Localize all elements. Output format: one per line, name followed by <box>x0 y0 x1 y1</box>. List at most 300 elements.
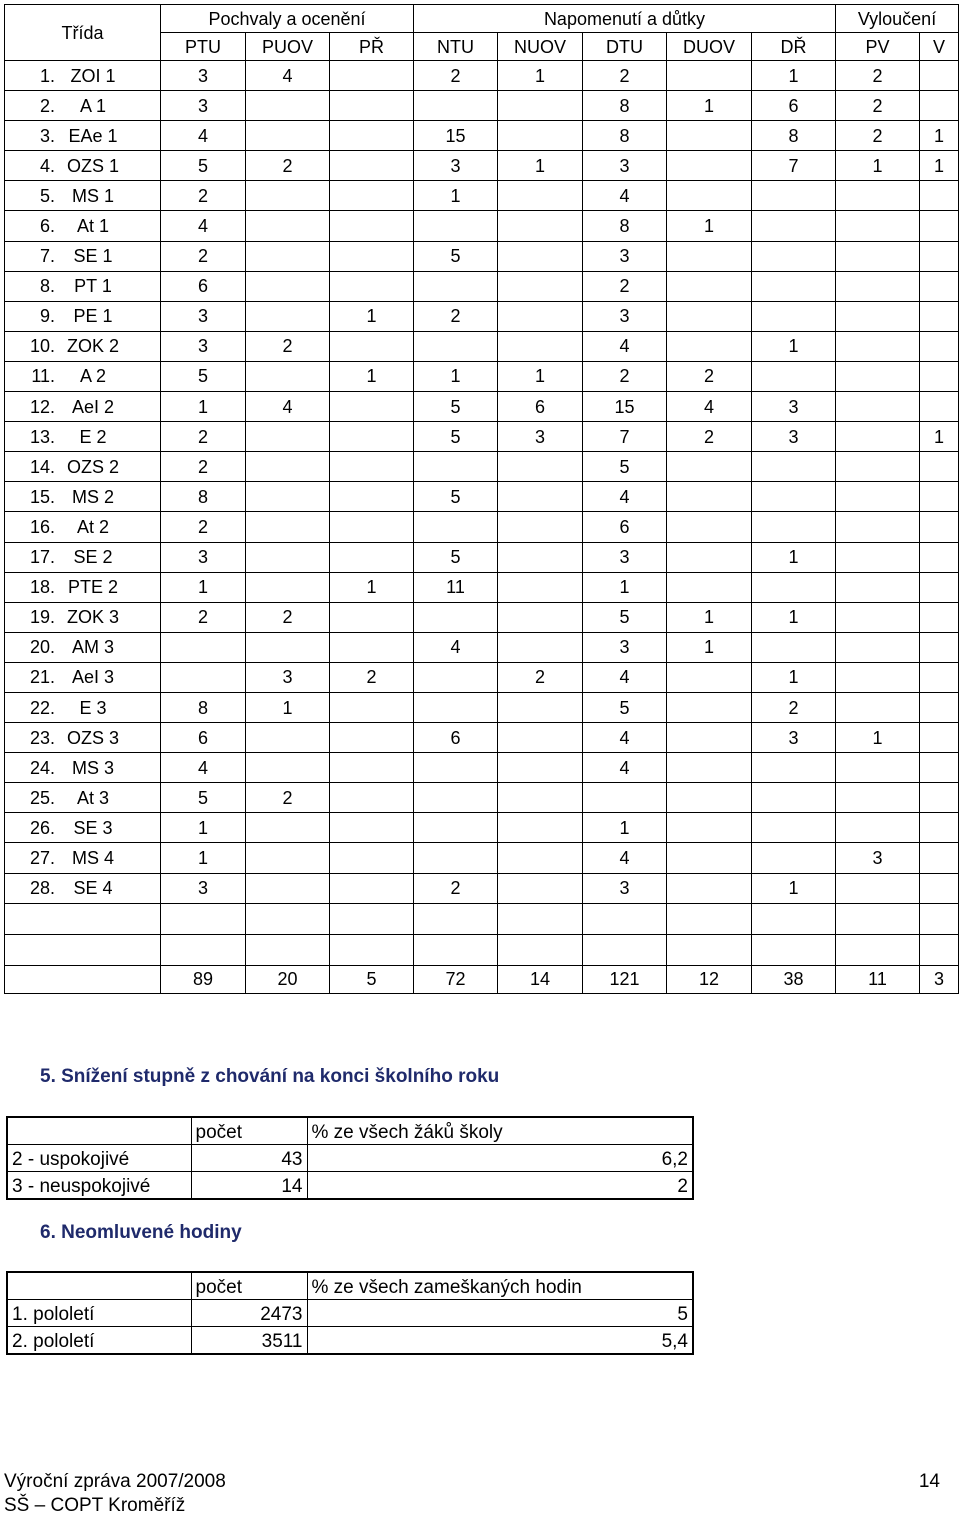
value-cell <box>498 602 583 632</box>
table-row <box>5 181 959 211</box>
value-cell: 2 <box>161 512 246 542</box>
row-count: 14 <box>191 1172 307 1200</box>
row-number: 16. <box>29 516 55 537</box>
value-cell: 2 <box>414 61 498 91</box>
value-cell <box>246 482 330 512</box>
value-cell: 8 <box>583 91 667 121</box>
row-number: 21. <box>29 667 55 688</box>
value-cell: 5 <box>414 542 498 572</box>
value-cell <box>330 121 414 151</box>
value-cell <box>246 723 330 753</box>
class-name: ZOK 3 <box>66 607 119 628</box>
class-name: A 1 <box>79 95 107 116</box>
value-cell <box>330 271 414 301</box>
value-cell: 8 <box>752 121 836 151</box>
value-cell: 3 <box>498 422 583 452</box>
row-number: 15. <box>29 486 55 507</box>
row-label: 2 - uspokojivé <box>7 1145 191 1172</box>
total-cell: 3 <box>920 965 959 993</box>
value-cell: 3 <box>161 61 246 91</box>
value-cell <box>498 723 583 753</box>
value-cell <box>246 632 330 662</box>
value-cell <box>498 692 583 722</box>
value-cell: 2 <box>246 783 330 813</box>
row-number: 13. <box>29 426 55 447</box>
value-cell: 3 <box>583 542 667 572</box>
class-cell <box>5 632 161 662</box>
value-cell <box>414 843 498 873</box>
value-cell <box>498 482 583 512</box>
value-cell: 1 <box>161 813 246 843</box>
value-cell <box>752 211 836 241</box>
table-row <box>5 723 959 753</box>
value-cell <box>920 512 959 542</box>
value-cell <box>667 843 752 873</box>
value-cell <box>414 662 498 692</box>
column-header-puov: PUOV <box>246 33 330 61</box>
value-cell <box>667 271 752 301</box>
value-cell <box>836 452 920 482</box>
table-row <box>5 873 959 903</box>
column-header-dř: DŘ <box>752 33 836 61</box>
value-cell <box>330 482 414 512</box>
value-cell <box>920 753 959 783</box>
value-cell <box>752 512 836 542</box>
value-cell <box>246 271 330 301</box>
value-cell: 1 <box>920 121 959 151</box>
value-cell <box>836 692 920 722</box>
value-cell <box>498 512 583 542</box>
value-cell: 1 <box>836 151 920 181</box>
value-cell <box>498 572 583 602</box>
value-cell <box>752 632 836 662</box>
table-row <box>5 361 959 391</box>
value-cell: 1 <box>836 723 920 753</box>
value-cell: 2 <box>161 422 246 452</box>
value-cell: 4 <box>583 181 667 211</box>
value-cell <box>836 271 920 301</box>
value-cell <box>498 813 583 843</box>
class-cell <box>5 301 161 331</box>
table-row <box>5 271 959 301</box>
value-cell <box>920 572 959 602</box>
value-cell <box>752 813 836 843</box>
value-cell <box>667 452 752 482</box>
value-cell: 1 <box>752 331 836 361</box>
class-cell <box>5 361 161 391</box>
value-cell <box>414 331 498 361</box>
value-cell: 1 <box>752 542 836 572</box>
value-cell: 2 <box>667 361 752 391</box>
row-count: 43 <box>191 1145 307 1172</box>
row-number: 25. <box>29 787 55 808</box>
row-number: 12. <box>29 396 55 417</box>
value-cell: 1 <box>414 181 498 211</box>
value-cell: 6 <box>414 723 498 753</box>
class-cell <box>5 843 161 873</box>
value-cell <box>752 452 836 482</box>
class-name: SE 2 <box>73 547 113 568</box>
value-cell <box>920 482 959 512</box>
value-cell <box>330 181 414 211</box>
value-cell <box>667 61 752 91</box>
value-cell <box>667 542 752 572</box>
value-cell: 4 <box>667 392 752 422</box>
class-name: MS 1 <box>71 185 114 206</box>
value-cell: 2 <box>246 151 330 181</box>
value-cell <box>920 783 959 813</box>
value-cell <box>246 843 330 873</box>
value-cell: 2 <box>161 452 246 482</box>
class-cell <box>5 241 161 271</box>
value-cell <box>414 452 498 482</box>
value-cell: 4 <box>583 331 667 361</box>
value-cell: 1 <box>498 361 583 391</box>
group-praise: Pochvaly a ocenění <box>161 5 414 33</box>
value-cell: 5 <box>414 241 498 271</box>
value-cell: 4 <box>161 211 246 241</box>
class-name: ZOK 2 <box>66 336 119 357</box>
table-row <box>5 512 959 542</box>
class-name: MS 3 <box>71 757 114 778</box>
class-name: SE 1 <box>73 246 113 267</box>
class-cell <box>5 331 161 361</box>
value-cell <box>752 241 836 271</box>
class-cell <box>5 692 161 722</box>
total-cell: 5 <box>330 965 414 993</box>
value-cell: 5 <box>583 692 667 722</box>
value-cell: 4 <box>161 121 246 151</box>
value-cell: 1 <box>246 692 330 722</box>
value-cell: 3 <box>161 873 246 903</box>
value-cell: 15 <box>583 392 667 422</box>
row-count: 2473 <box>191 1300 307 1327</box>
value-cell <box>330 512 414 542</box>
value-cell <box>498 121 583 151</box>
footer-report-title: Výroční zpráva 2007/2008 <box>4 1471 226 1492</box>
value-cell <box>330 632 414 662</box>
value-cell <box>498 211 583 241</box>
table-row <box>7 1300 693 1327</box>
class-cell <box>5 211 161 241</box>
value-cell: 3 <box>836 843 920 873</box>
value-cell: 4 <box>583 753 667 783</box>
value-cell <box>414 783 498 813</box>
value-cell <box>498 181 583 211</box>
class-cell <box>5 392 161 422</box>
value-cell <box>414 91 498 121</box>
value-cell: 3 <box>752 723 836 753</box>
value-cell: 2 <box>836 121 920 151</box>
value-cell <box>920 542 959 572</box>
table-row <box>5 301 959 331</box>
row-number: 11. <box>31 366 55 387</box>
value-cell <box>246 512 330 542</box>
class-cell <box>5 181 161 211</box>
value-cell: 3 <box>161 331 246 361</box>
row-number: 22. <box>29 697 55 718</box>
value-cell <box>920 241 959 271</box>
value-cell <box>920 843 959 873</box>
value-cell <box>667 572 752 602</box>
value-cell <box>246 542 330 572</box>
value-cell: 6 <box>583 512 667 542</box>
class-name: PTE 2 <box>67 577 119 598</box>
class-name: PE 1 <box>73 306 113 327</box>
class-name: AeI 3 <box>71 667 115 688</box>
value-cell <box>330 452 414 482</box>
class-name: A 2 <box>79 366 107 387</box>
unexcused-hours-table <box>6 1271 694 1355</box>
totals-row <box>5 965 959 993</box>
value-cell <box>330 211 414 241</box>
value-cell <box>498 241 583 271</box>
group-header-row <box>5 5 959 33</box>
table-row <box>5 783 959 813</box>
class-cell <box>5 482 161 512</box>
column-header-pv: PV <box>836 33 920 61</box>
value-cell: 1 <box>667 211 752 241</box>
value-cell: 3 <box>752 392 836 422</box>
value-cell <box>920 271 959 301</box>
value-cell: 8 <box>583 211 667 241</box>
value-cell: 1 <box>583 572 667 602</box>
value-cell <box>414 692 498 722</box>
row-number: 10. <box>29 336 55 357</box>
table-row <box>5 211 959 241</box>
class-name: E 3 <box>79 697 107 718</box>
row-number: 6. <box>39 216 55 237</box>
class-name: MS 4 <box>71 847 114 868</box>
value-cell: 6 <box>161 723 246 753</box>
value-cell: 5 <box>414 422 498 452</box>
value-cell <box>498 783 583 813</box>
value-cell: 2 <box>161 602 246 632</box>
class-cell <box>5 121 161 151</box>
table-row <box>5 121 959 151</box>
value-cell: 1 <box>161 392 246 422</box>
behavior-table <box>4 4 959 994</box>
total-cell: 12 <box>667 965 752 993</box>
class-name: SE 4 <box>73 878 113 899</box>
value-cell: 2 <box>414 873 498 903</box>
class-cell <box>5 422 161 452</box>
total-cell: 89 <box>161 965 246 993</box>
value-cell: 2 <box>752 692 836 722</box>
value-cell: 4 <box>246 61 330 91</box>
value-cell: 1 <box>161 572 246 602</box>
value-cell <box>667 301 752 331</box>
value-cell <box>752 301 836 331</box>
value-cell: 3 <box>414 151 498 181</box>
value-cell <box>330 91 414 121</box>
value-cell <box>836 602 920 632</box>
value-cell: 7 <box>583 422 667 452</box>
table-header-row <box>7 1117 693 1145</box>
value-cell: 4 <box>583 723 667 753</box>
value-cell <box>667 692 752 722</box>
table-row <box>5 813 959 843</box>
value-cell: 6 <box>498 392 583 422</box>
value-cell: 2 <box>161 181 246 211</box>
value-cell <box>836 181 920 211</box>
value-cell: 4 <box>583 482 667 512</box>
empty-row <box>5 903 959 934</box>
value-cell <box>330 602 414 632</box>
value-cell: 8 <box>583 121 667 151</box>
value-cell: 1 <box>414 361 498 391</box>
class-cell <box>5 271 161 301</box>
value-cell <box>920 211 959 241</box>
class-cell <box>5 723 161 753</box>
value-cell <box>330 542 414 572</box>
class-cell <box>5 662 161 692</box>
table-row <box>5 482 959 512</box>
value-cell <box>246 121 330 151</box>
column-header-dtu: DTU <box>583 33 667 61</box>
class-cell <box>5 873 161 903</box>
value-cell: 2 <box>414 301 498 331</box>
value-cell: 6 <box>752 91 836 121</box>
value-cell: 5 <box>583 602 667 632</box>
value-cell <box>330 241 414 271</box>
row-label: 1. pololetí <box>7 1300 191 1327</box>
table-row <box>7 1172 693 1200</box>
class-name: OZS 3 <box>66 727 119 748</box>
value-cell: 3 <box>583 873 667 903</box>
value-cell: 3 <box>583 301 667 331</box>
value-cell <box>836 211 920 241</box>
row-number: 19. <box>29 607 55 628</box>
column-header-duov: DUOV <box>667 33 752 61</box>
table-header-row <box>7 1272 693 1300</box>
value-cell <box>920 331 959 361</box>
value-cell <box>498 271 583 301</box>
value-cell <box>836 813 920 843</box>
value-cell: 3 <box>161 301 246 331</box>
value-cell: 2 <box>330 662 414 692</box>
value-cell <box>836 783 920 813</box>
value-cell <box>667 512 752 542</box>
row-pct: 5 <box>307 1300 693 1327</box>
class-name: E 2 <box>79 426 107 447</box>
class-cell <box>5 151 161 181</box>
class-name: PT 1 <box>74 276 112 297</box>
value-cell <box>836 542 920 572</box>
value-cell <box>752 361 836 391</box>
value-cell <box>330 692 414 722</box>
table-row <box>5 61 959 91</box>
value-cell <box>836 753 920 783</box>
value-cell <box>920 91 959 121</box>
value-cell: 7 <box>752 151 836 181</box>
pct-header: % ze všech žáků školy <box>307 1117 693 1145</box>
value-cell <box>414 512 498 542</box>
value-cell <box>498 452 583 482</box>
value-cell <box>836 572 920 602</box>
value-cell: 4 <box>161 753 246 783</box>
value-cell: 1 <box>667 91 752 121</box>
value-cell <box>836 873 920 903</box>
table-row <box>5 422 959 452</box>
count-header: počet <box>191 1117 307 1145</box>
row-count: 3511 <box>191 1327 307 1355</box>
value-cell <box>330 843 414 873</box>
total-cell: 14 <box>498 965 583 993</box>
value-cell: 1 <box>330 572 414 602</box>
value-cell <box>920 602 959 632</box>
value-cell: 5 <box>161 783 246 813</box>
conduct-grade-table <box>6 1116 694 1200</box>
row-pct: 2 <box>307 1172 693 1200</box>
value-cell: 3 <box>161 542 246 572</box>
value-cell <box>836 301 920 331</box>
value-cell <box>752 181 836 211</box>
value-cell: 1 <box>583 813 667 843</box>
value-cell <box>920 662 959 692</box>
value-cell <box>583 783 667 813</box>
value-cell: 4 <box>583 662 667 692</box>
table-row <box>5 602 959 632</box>
row-number: 28. <box>29 878 55 899</box>
value-cell: 6 <box>161 271 246 301</box>
class-cell <box>5 512 161 542</box>
class-name: ZOI 1 <box>70 65 116 86</box>
value-cell <box>246 361 330 391</box>
value-cell <box>667 241 752 271</box>
class-cell <box>5 813 161 843</box>
class-name: AM 3 <box>71 637 114 658</box>
value-cell: 2 <box>498 662 583 692</box>
value-cell: 1 <box>752 662 836 692</box>
value-cell <box>667 331 752 361</box>
total-cell: 121 <box>583 965 667 993</box>
value-cell <box>836 512 920 542</box>
table-row <box>5 632 959 662</box>
class-cell <box>5 91 161 121</box>
class-name: SE 3 <box>73 817 113 838</box>
column-header-př: PŘ <box>330 33 414 61</box>
row-number: 5. <box>39 185 55 206</box>
value-cell <box>246 301 330 331</box>
value-cell: 1 <box>330 361 414 391</box>
value-cell <box>330 813 414 843</box>
row-number: 24. <box>29 757 55 778</box>
table-row <box>5 542 959 572</box>
value-cell <box>414 602 498 632</box>
class-name: At 3 <box>76 787 110 808</box>
value-cell: 15 <box>414 121 498 151</box>
row-number: 14. <box>29 456 55 477</box>
row-number: 2. <box>39 95 55 116</box>
value-cell <box>330 392 414 422</box>
value-cell <box>330 331 414 361</box>
footer-page-number: 14 <box>918 1471 940 1492</box>
value-cell: 2 <box>583 361 667 391</box>
row-number: 4. <box>39 155 55 176</box>
value-cell: 1 <box>752 602 836 632</box>
group-reprimands: Napomenutí a důtky <box>414 5 836 33</box>
value-cell: 1 <box>498 151 583 181</box>
value-cell: 4 <box>583 843 667 873</box>
value-cell: 3 <box>246 662 330 692</box>
table-row <box>5 692 959 722</box>
section-5-title: 5. Snížení stupně z chování na konci školního roku <box>40 1066 500 1087</box>
row-label: 3 - neuspokojivé <box>7 1172 191 1200</box>
value-cell <box>920 392 959 422</box>
value-cell <box>330 61 414 91</box>
value-cell <box>920 873 959 903</box>
